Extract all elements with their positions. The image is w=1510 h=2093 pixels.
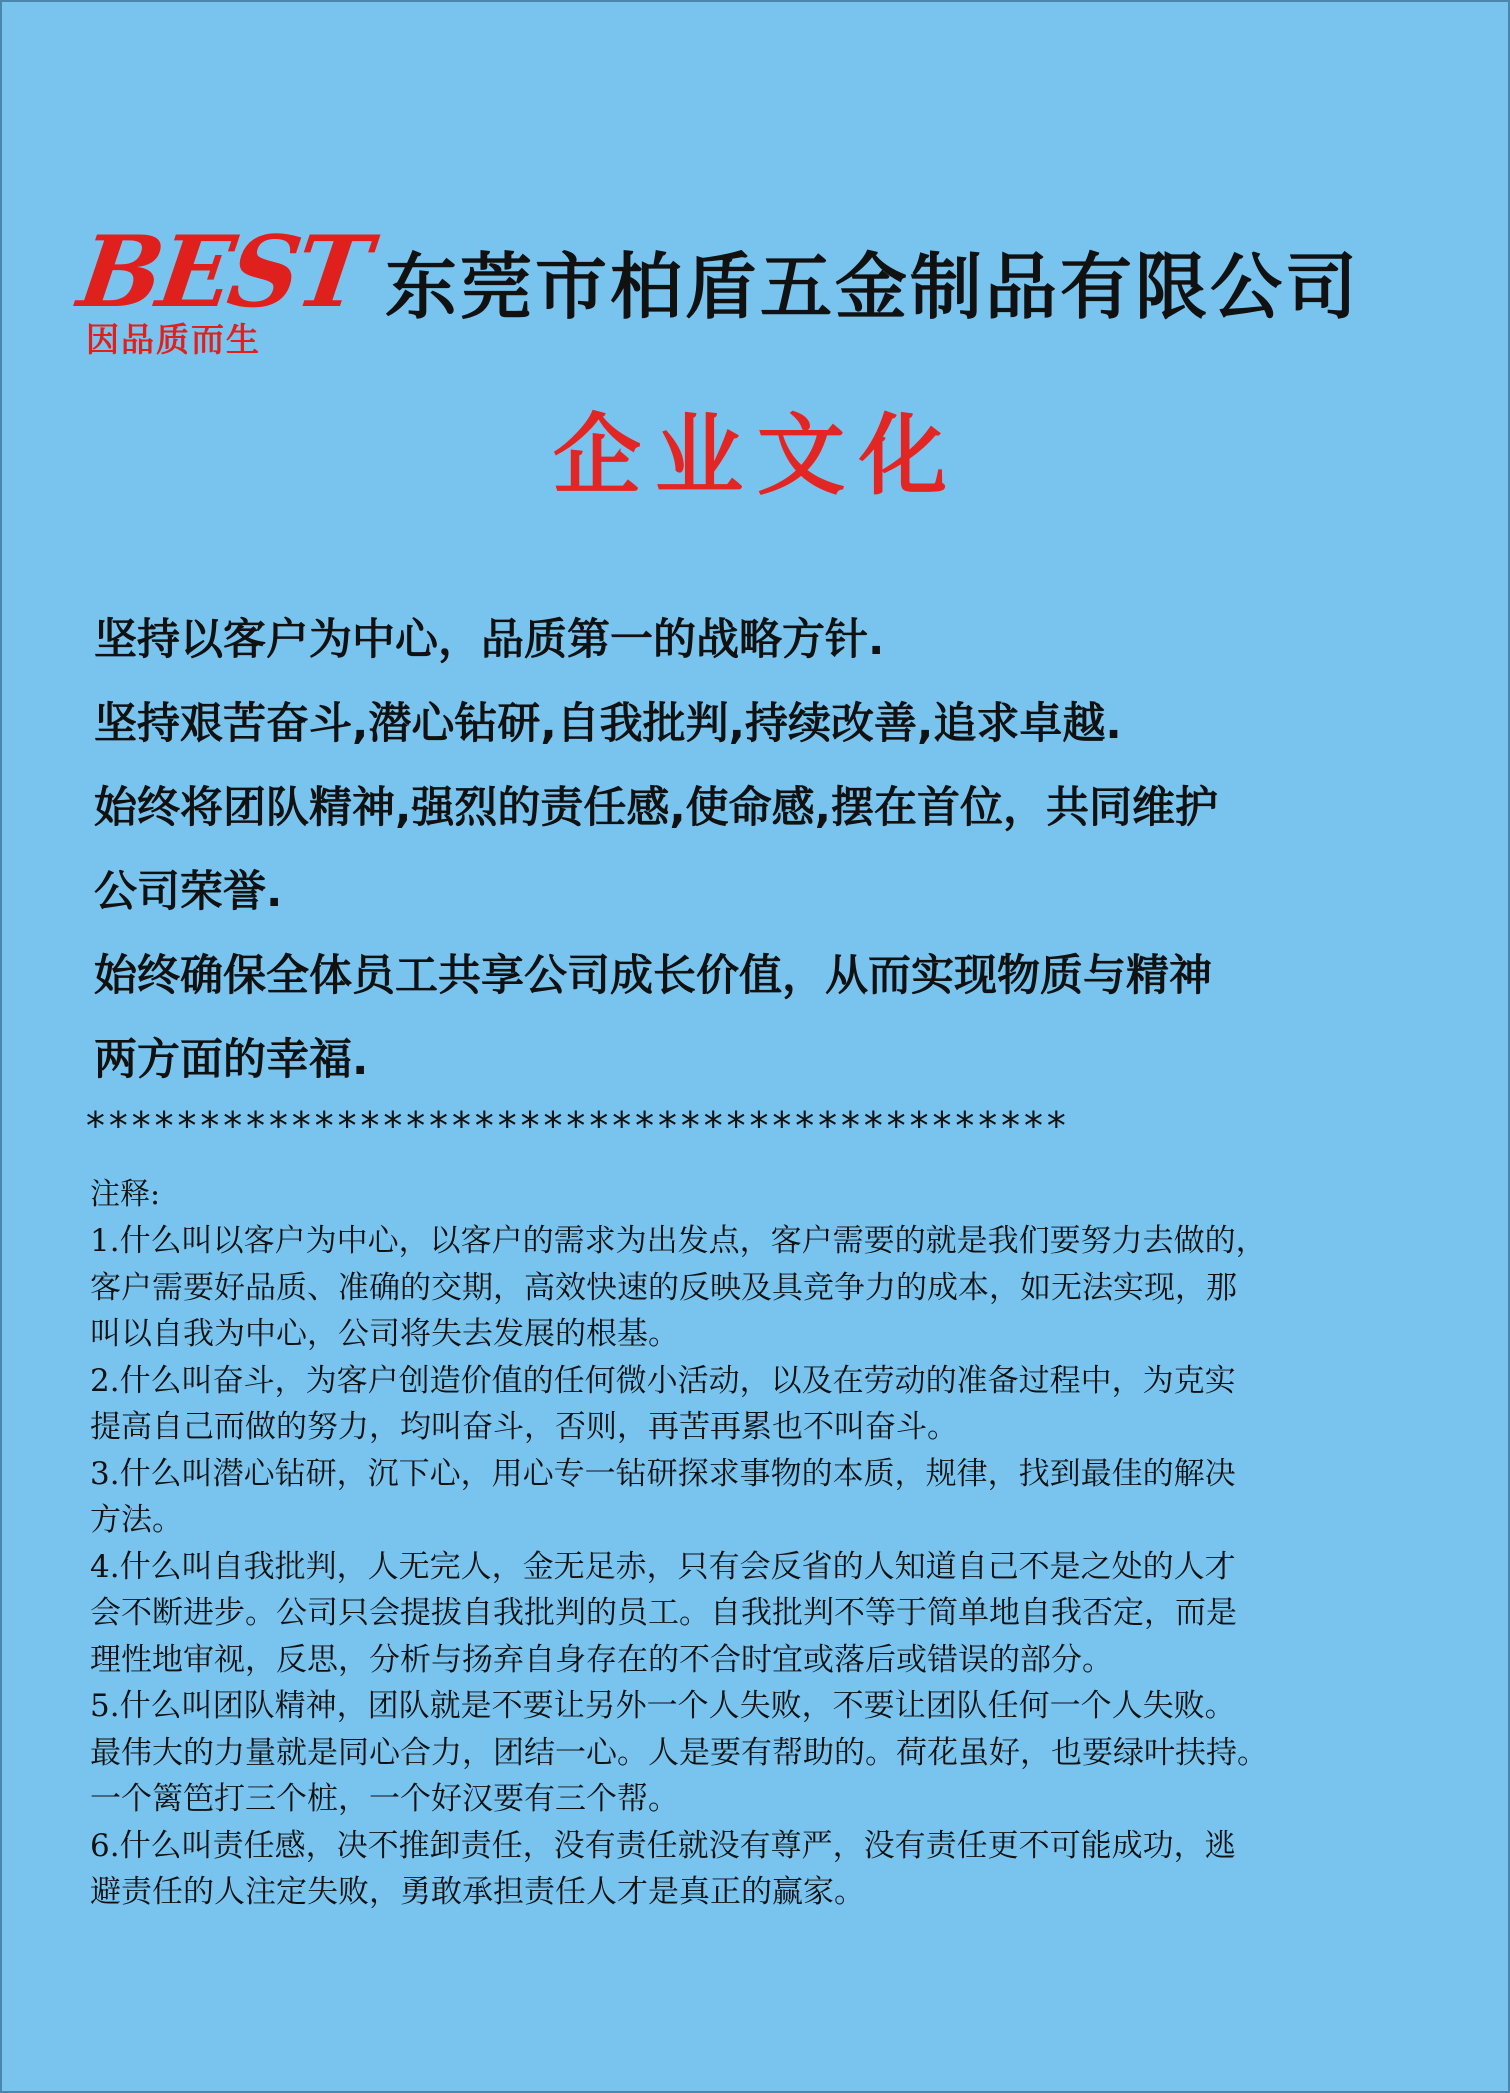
note-line: 客户需要好品质、准确的交期，高效快速的反映及具竞争力的成本，如无法实现，那	[90, 1269, 1237, 1306]
note-line: 叫以自我为中心，公司将失去发展的根基。	[90, 1316, 679, 1352]
note-line: 避责任的人注定失败，勇敢承担责任人才是真正的赢家。	[90, 1874, 865, 1910]
note-line: 理性地审视，反思，分析与扬弃自身存在的不合时宜或落后或错误的部分。	[90, 1641, 1113, 1678]
note-line: 4.什么叫自我批判，人无完人，金无足赤，只有会反省的人知道自己不是之处的人才	[90, 1548, 1236, 1585]
note-line: 2.什么叫奋斗，为客户创造价值的任何微小活动，以及在劳动的准备过程中，为克实	[90, 1362, 1236, 1399]
principle-line: 始终将团队精神,强烈的责任感,使命感,摆在首位，共同维护	[94, 783, 1219, 833]
logo-mark: BEST	[71, 215, 374, 330]
principles-list	[94, 598, 1424, 1102]
page-title: 企业文化	[552, 404, 961, 507]
principle-line: 始终确保全体员工共享公司成长价值，从而实现物质与精神	[94, 951, 1212, 1001]
note-line: 1.什么叫以客户为中心，以客户的需求为出发点，客户需要的就是我们要努力去做的，	[90, 1223, 1267, 1259]
note-line: 6.什么叫责任感，决不推卸责任，没有责任就没有尊严，没有责任更不可能成功，逃	[90, 1827, 1236, 1864]
company-logo	[71, 215, 374, 364]
logo-slogan: 因品质而生	[86, 320, 261, 359]
note-line: 方法。	[90, 1502, 183, 1538]
note-line: 3.什么叫潜心钻研，沉下心，用心专一钻研探求事物的本质，规律，找到最佳的解决	[90, 1455, 1236, 1492]
principle-line: 坚持以客户为中心，品质第一的战略方针.	[94, 615, 885, 665]
notes-section	[90, 1172, 1440, 1916]
company-name: 东莞市柏盾五金制品有限公司	[385, 245, 1361, 329]
note-line: 最伟大的力量就是同心合力，团结一心。人是要有帮助的。荷花虽好，也要绿叶扶持。	[90, 1734, 1268, 1771]
principle-line: 两方面的幸福.	[94, 1035, 369, 1085]
notes-heading: 注释:	[90, 1177, 161, 1212]
note-line: 提高自己而做的努力，均叫奋斗，否则，再苦再累也不叫奋斗。	[90, 1409, 958, 1445]
asterisk-divider: *******************************************	[84, 1104, 1068, 1148]
note-line: 会不断进步。公司只会提拔自我批判的员工。自我批判不等于简单地自我否定，而是	[90, 1595, 1237, 1631]
note-line: 5.什么叫团队精神，团队就是不要让另外一个人失败，不要让团队任何一个人失败。	[90, 1688, 1236, 1724]
note-line: 一个篱笆打三个桩，一个好汉要有三个帮。	[90, 1781, 679, 1817]
principle-line: 公司荣誉.	[94, 867, 283, 917]
principle-line: 坚持艰苦奋斗,潜心钻研,自我批判,持续改善,追求卓越.	[94, 699, 1122, 749]
